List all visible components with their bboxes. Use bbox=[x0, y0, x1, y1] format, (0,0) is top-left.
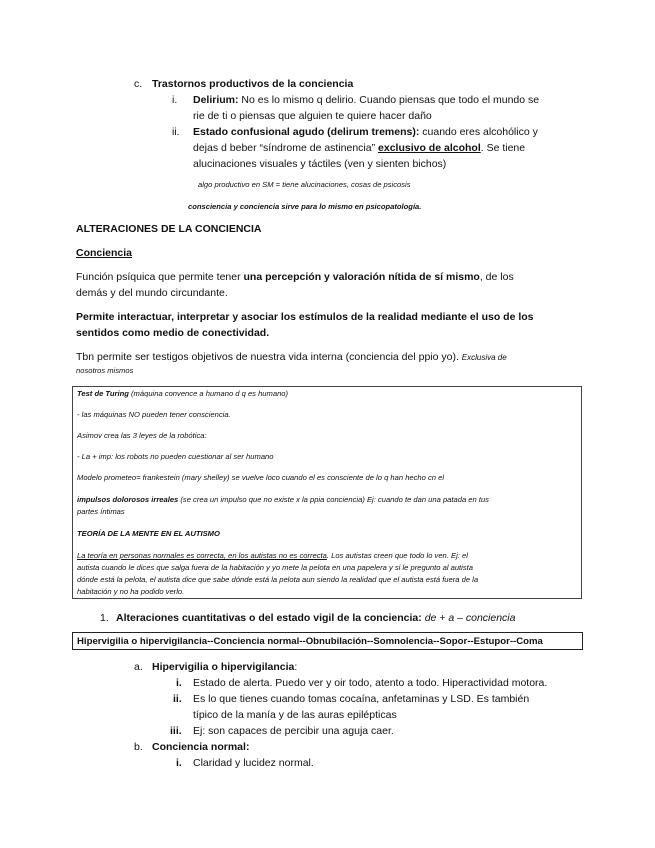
teoria-mente-heading: TEORÍA DE LA MENTE EN EL AUTISMO bbox=[77, 529, 220, 538]
ecagudo-text: cuando eres alcohólico y bbox=[419, 126, 538, 138]
sub-a-title: Hipervigilia o hipervigilancia bbox=[152, 661, 295, 673]
box-line3: Asimov crea las 3 leyes de la robótica: bbox=[77, 431, 207, 440]
item-marker: ii. bbox=[173, 693, 182, 705]
section-c-title: Trastornos productivos de la conciencia bbox=[152, 78, 354, 90]
delirium-line2: rie de ti o piensas que alguien te quiere hacer daño bbox=[193, 110, 432, 122]
delirium-line1 bbox=[193, 92, 539, 108]
item-marker: i. bbox=[172, 94, 178, 106]
exclusivo-alcohol: exclusivo de alcohol bbox=[378, 142, 481, 154]
hiper-item3: Ej: son capaces de percibir una aguja caer. bbox=[193, 725, 394, 737]
box-line6 bbox=[77, 494, 489, 506]
item-marker: iii. bbox=[170, 725, 182, 737]
para1-c: , de los bbox=[479, 271, 514, 283]
box-line4: - La + imp: los robots no pueden cuestionar al ser humano bbox=[77, 452, 274, 461]
box-line10: dónde está la pelota, el autista dice que sabe dónde está la pelota aun siendo la realidad que el autista está fuera de la bbox=[77, 575, 479, 584]
impulsos-rest: (se crea un impulso que no existe x la ppia conciencia) Ej: cuando te dan una patada en tus bbox=[178, 495, 489, 504]
para1-line1 bbox=[76, 269, 514, 285]
turing-rest: (máquina convence a humano d q es humano) bbox=[128, 389, 289, 398]
para1-a: Función psíquica que permite tener bbox=[76, 271, 244, 283]
delirium-text: No es lo mismo q delirio. Cuando piensas que todo el mundo se bbox=[238, 94, 540, 106]
turing-line bbox=[77, 388, 288, 400]
ecagudo-line3: alucinaciones visuales y táctiles (ven y sienten bichos) bbox=[193, 158, 447, 170]
para3-b: Exclusiva de bbox=[461, 353, 507, 362]
ecagudo-text2c: . Se tiene bbox=[480, 142, 526, 154]
box-line9: autista cuando le dices que salga fuera de la habitación y yo mete la pelota en una papelera y si le pregunto al autista bbox=[77, 563, 473, 572]
box-line11: habitación y no ha podido verlo. bbox=[77, 587, 185, 596]
hiper-item1: Estado de alerta. Puedo ver y oir todo, atento a todo. Hiperactividad motora. bbox=[193, 677, 548, 689]
numbered-heading bbox=[116, 610, 515, 626]
box-line6b: partes íntimas bbox=[77, 507, 125, 516]
ecagudo-line2 bbox=[193, 140, 525, 156]
sub-a-heading bbox=[152, 659, 297, 675]
ecagudo-line1 bbox=[193, 124, 538, 140]
consciousness-scale-box bbox=[72, 632, 583, 650]
note-consciencia: consciencia y conciencia sirve para lo mismo en psicopatología. bbox=[188, 202, 422, 211]
alteraciones-heading: ALTERACIONES DE LA CONCIENCIA bbox=[76, 223, 262, 235]
para3-line2: nosotros mismos bbox=[76, 366, 134, 375]
numbered-marker: 1. bbox=[100, 612, 109, 624]
box-line2: - las máquinas NO pueden tener consciencia. bbox=[77, 410, 231, 419]
teoria-underlined: La teoría en personas normales es correcta, en los autistas no es correcta bbox=[77, 551, 327, 560]
delirium-term: Delirium: bbox=[193, 94, 239, 106]
para2-line2: sentidos como medio de conectividad. bbox=[76, 327, 270, 339]
consciousness-scale: Hipervigilia o hipervigilancia--Conciencia normal--Obnubilación--Somnolencia--Sopor--Estupor--Coma bbox=[77, 636, 543, 647]
ecagudo-term: Estado confusional agudo (delirum tremens): bbox=[193, 126, 420, 138]
hiper-item2-line2: típico de la manía y de las auras epilépticas bbox=[193, 709, 397, 721]
sub-b-title: Conciencia normal: bbox=[152, 741, 250, 753]
sub-a-colon: : bbox=[294, 661, 298, 673]
conciencia-heading: Conciencia bbox=[76, 247, 133, 259]
para2-line1: Permite interactuar, interpretar y asociar los estímulos de la realidad mediante el uso de los bbox=[76, 311, 534, 323]
box-line8 bbox=[77, 550, 468, 562]
numbered-suffix: de + a – conciencia bbox=[421, 612, 516, 624]
box-line5: Modelo prometeo= frankestein (mary shelley) se vuelve loco cuando el es consciente de lo q han hecho cn el bbox=[77, 473, 445, 482]
impulsos-term: impulsos dolorosos irreales bbox=[77, 495, 179, 504]
numbered-title: Alteraciones cuantitativas o del estado vigil de la conciencia: bbox=[116, 612, 422, 624]
teoria-rest: . Los autistas creen que todo lo ven. Ej: el bbox=[326, 551, 468, 560]
item-marker: i. bbox=[176, 677, 182, 689]
item-marker: ii. bbox=[172, 126, 180, 138]
note-productivo: algo productivo en SM = tiene alucinaciones, cosas de psicosis bbox=[198, 180, 411, 189]
hiper-item2-line1: Es lo que tienes cuando tomas cocaína, anfetaminas y LSD. Es también bbox=[193, 693, 530, 705]
para3-line1 bbox=[76, 349, 507, 366]
para1-line2: demás y del mundo circundante. bbox=[76, 287, 228, 299]
sub-a-marker: a. bbox=[134, 661, 143, 673]
item-marker: i. bbox=[176, 757, 182, 769]
sub-b-marker: b. bbox=[134, 741, 143, 753]
ecagudo-text2a: dejas d beber “síndrome de astinencia” bbox=[193, 142, 379, 154]
para1-b: una percepción y valoración nítida de sí mismo bbox=[243, 271, 480, 283]
turing-term: Test de Turing bbox=[77, 389, 129, 398]
section-c-marker: c. bbox=[134, 78, 143, 90]
normal-item1: Claridad y lucidez normal. bbox=[193, 757, 314, 769]
para3-a: Tbn permite ser testigos objetivos de nuestra vida interna (conciencia del ppio yo). bbox=[76, 351, 462, 363]
